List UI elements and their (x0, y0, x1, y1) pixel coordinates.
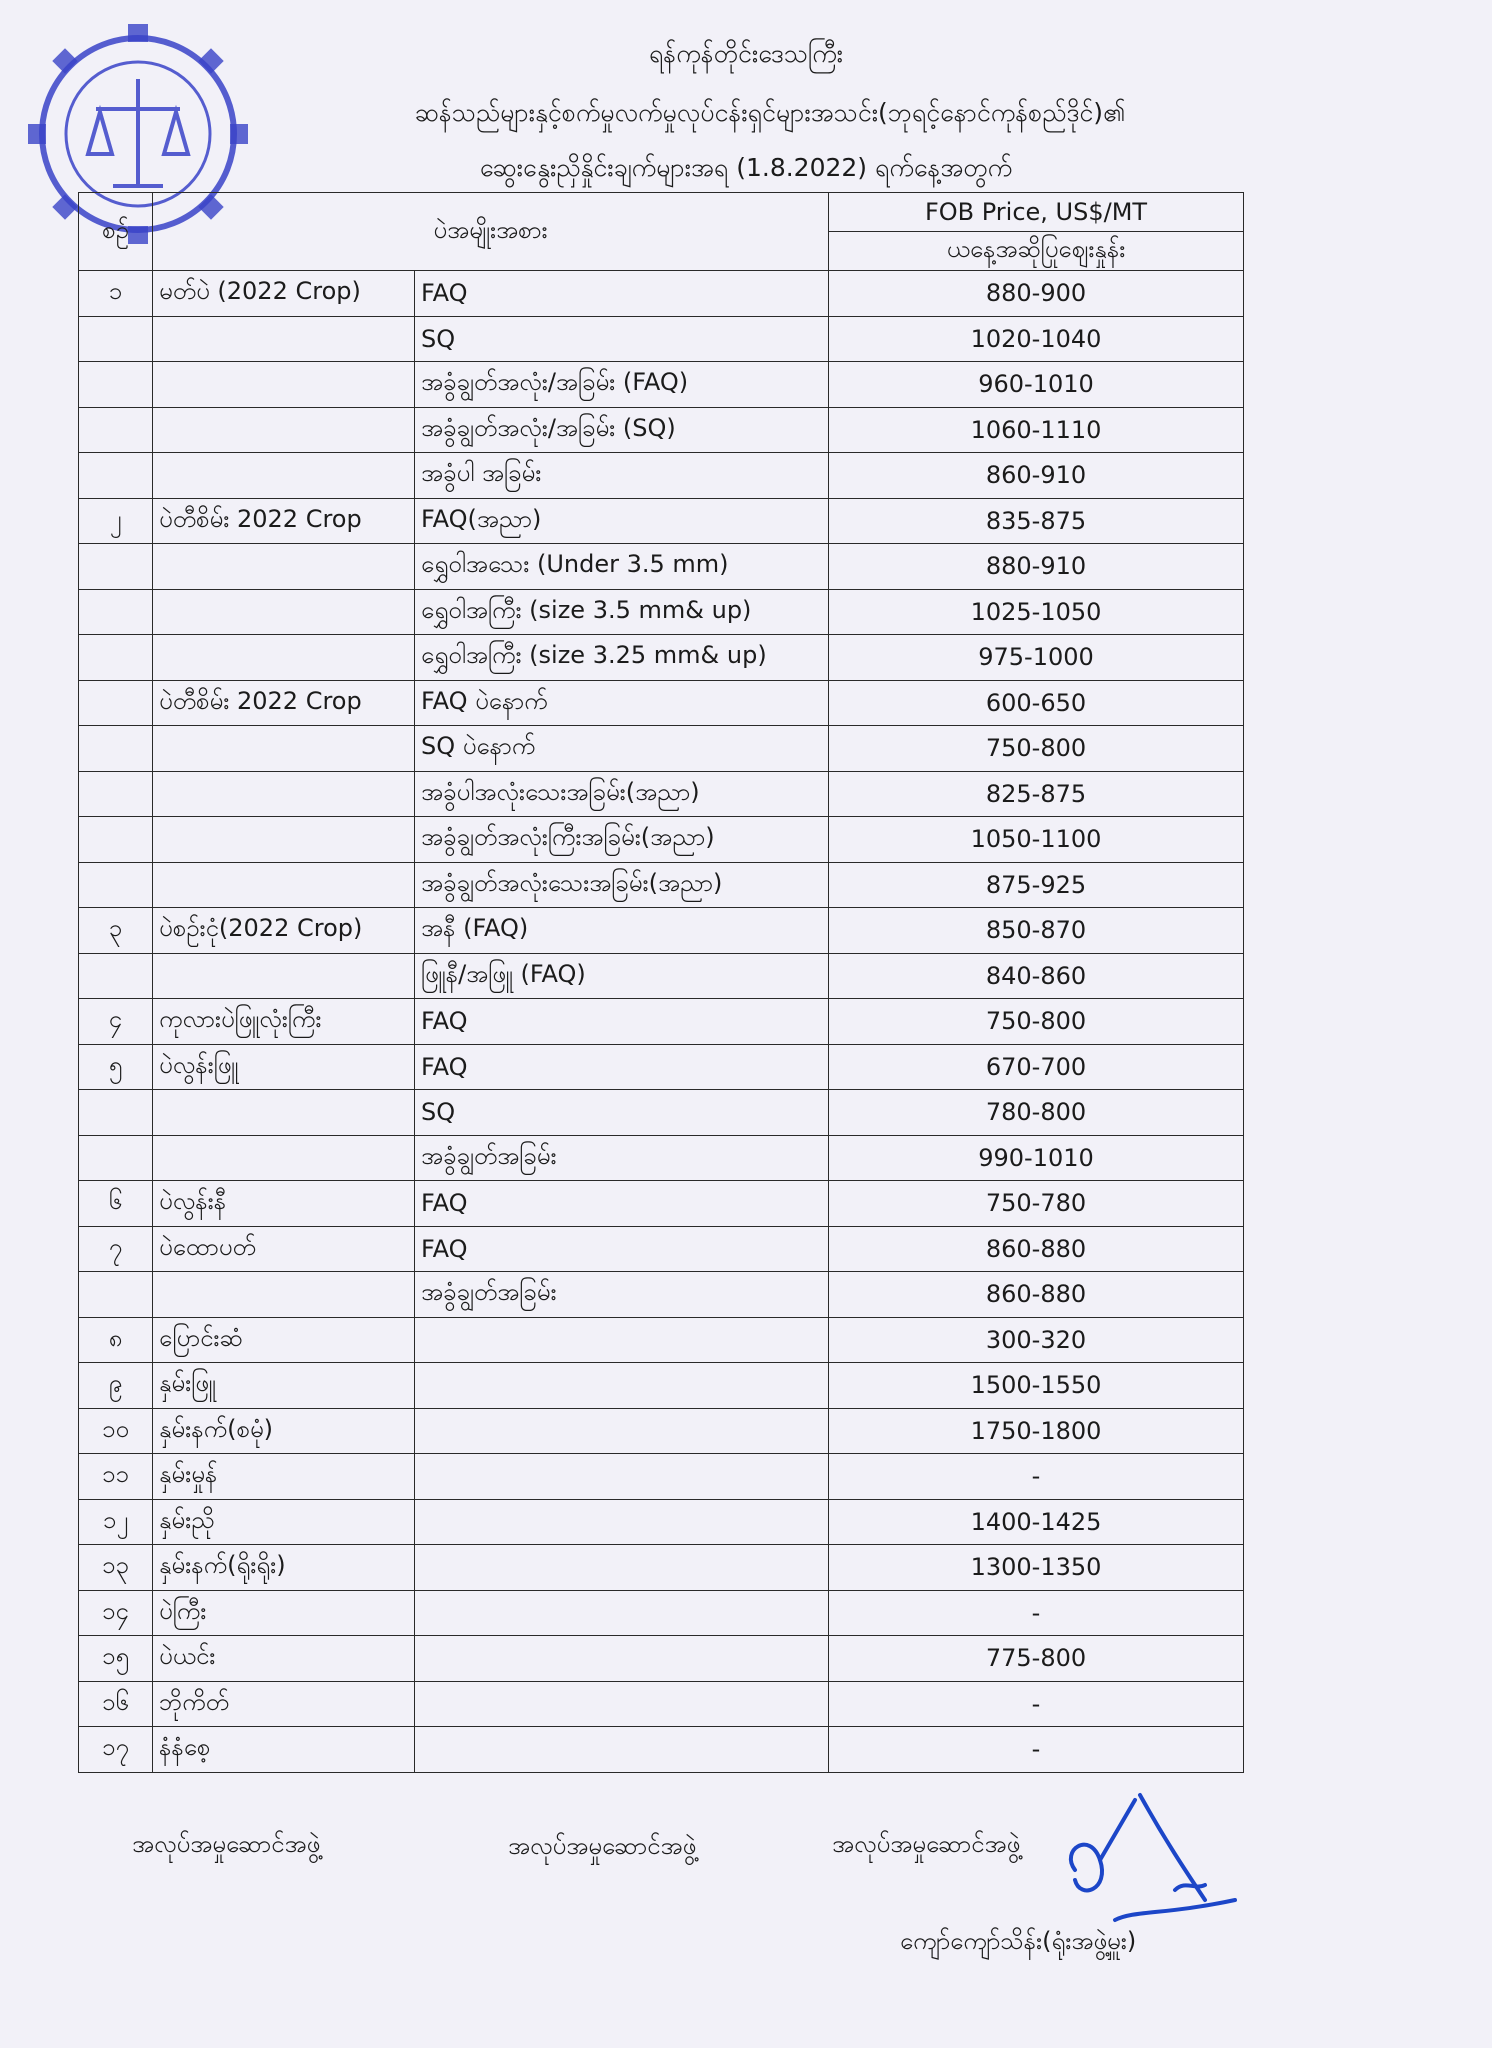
price-cell: 1750-1800 (829, 1408, 1244, 1454)
table-row (79, 316, 1244, 362)
row-number-cell: ၁၄ (79, 1590, 153, 1636)
item-name-cell (153, 453, 415, 499)
row-number-cell: ၈ (79, 1317, 153, 1363)
price-cell: 750-800 (829, 726, 1244, 772)
signature-icon (1055, 1790, 1245, 1940)
item-name-cell: နံနံစေ့ (153, 1727, 415, 1773)
row-number-cell (79, 362, 153, 408)
grade-cell: FAQ(အညာ) (415, 498, 829, 544)
table-row (79, 1636, 1244, 1682)
row-number-cell (79, 817, 153, 863)
grade-cell (415, 1545, 829, 1591)
table-row (79, 1408, 1244, 1454)
price-cell: 775-800 (829, 1636, 1244, 1682)
row-number-cell (79, 726, 153, 772)
price-cell: 960-1010 (829, 362, 1244, 408)
grade-cell (415, 1317, 829, 1363)
row-number-cell: ၅ (79, 1044, 153, 1090)
item-name-cell (153, 316, 415, 362)
table-row (79, 1317, 1244, 1363)
grade-cell: ရွှေဝါအကြီး (size 3.5 mm& up) (415, 589, 829, 635)
price-cell: - (829, 1454, 1244, 1500)
row-number-cell (79, 316, 153, 362)
price-cell: 1060-1110 (829, 407, 1244, 453)
grade-cell (415, 1681, 829, 1727)
table-row (79, 271, 1244, 317)
table-row (79, 726, 1244, 772)
grade-cell: SQ ပဲနောက် (415, 726, 829, 772)
price-cell: 875-925 (829, 862, 1244, 908)
price-cell: 1500-1550 (829, 1363, 1244, 1409)
table-row (79, 1226, 1244, 1272)
table-row (79, 1135, 1244, 1181)
item-name-cell (153, 1135, 415, 1181)
footer-label-3: အလုပ်အမှုဆောင်အဖွဲ့ (832, 1830, 1021, 1858)
date-line: ဆွေးနွေးညှိနှိုင်းချက်များအရ (1.8.2022) ရက်နေ့အတွက် (479, 153, 1013, 182)
column-header-no: စဉ် (79, 193, 153, 271)
price-cell: 860-880 (829, 1226, 1244, 1272)
row-number-cell: ၆ (79, 1181, 153, 1227)
table-row (79, 362, 1244, 408)
grade-cell: ရွှေဝါအသေး (Under 3.5 mm) (415, 544, 829, 590)
grade-cell (415, 1727, 829, 1773)
price-cell: 1050-1100 (829, 817, 1244, 863)
row-number-cell: ၁၂ (79, 1499, 153, 1545)
grade-cell: အခွံချွတ်အလုံး/အခြမ်း (FAQ) (415, 362, 829, 408)
price-cell: 850-870 (829, 908, 1244, 954)
table-row (79, 1363, 1244, 1409)
item-name-cell (153, 726, 415, 772)
item-name-cell (153, 362, 415, 408)
table-row (79, 1454, 1244, 1500)
table-row (79, 908, 1244, 954)
row-number-cell (79, 771, 153, 817)
grade-cell: အခွံချွတ်အလုံးသေးအခြမ်း(အညာ) (415, 862, 829, 908)
grade-cell: အခွံချွတ်အခြမ်း (415, 1272, 829, 1318)
table-row (79, 680, 1244, 726)
grade-cell: အခွံချွတ်အခြမ်း (415, 1135, 829, 1181)
grade-cell: FAQ (415, 1044, 829, 1090)
item-name-cell: နှမ်းနက်(ရိုးရိုး) (153, 1545, 415, 1591)
footer-label-2: အလုပ်အမှုဆောင်အဖွဲ့ (508, 1832, 697, 1860)
price-cell: 975-1000 (829, 635, 1244, 681)
row-number-cell: ၉ (79, 1363, 153, 1409)
price-cell: 840-860 (829, 953, 1244, 999)
footer-label-1: အလုပ်အမှုဆောင်အဖွဲ့ (132, 1830, 321, 1858)
grade-cell: ဖြူနီ/အဖြူ (FAQ) (415, 953, 829, 999)
item-name-cell (153, 544, 415, 590)
row-number-cell (79, 953, 153, 999)
table-header-row (79, 193, 1244, 232)
association-title: ဆန်သည်များနှင့်စက်မှုလက်မှုလုပ်ငန်းရှင်များအသင်း(ဘုရင့်နောင်ကုန်စည်ဒိုင်)၏ (414, 98, 1126, 127)
row-number-cell (79, 407, 153, 453)
price-cell: 835-875 (829, 498, 1244, 544)
price-cell: 670-700 (829, 1044, 1244, 1090)
item-name-cell: နှမ်းမှုန် (153, 1454, 415, 1500)
grade-cell: အခွံချွတ်အလုံးကြီးအခြမ်း(အညာ) (415, 817, 829, 863)
row-number-cell: ၇ (79, 1226, 153, 1272)
region-title: ရန်ကုန်တိုင်းဒေသကြီး (648, 39, 844, 68)
row-number-cell: ၁၅ (79, 1636, 153, 1682)
item-name-cell (153, 1090, 415, 1136)
price-cell: 1400-1425 (829, 1499, 1244, 1545)
row-number-cell: ၁ (79, 271, 153, 317)
grade-cell: SQ (415, 1090, 829, 1136)
item-name-cell: ပြောင်းဆံ (153, 1317, 415, 1363)
row-number-cell: ၁၃ (79, 1545, 153, 1591)
signer-name: ကျော်ကျော်သိန်း(ရုံးအဖွဲ့မှူး) (900, 1927, 1137, 1955)
price-cell: 1025-1050 (829, 589, 1244, 635)
row-number-cell: ၃ (79, 908, 153, 954)
table-row (79, 1727, 1244, 1773)
column-header-price-sub: ယနေ့အဆိုပြုဈေးနှုန်း (829, 232, 1244, 271)
price-cell: 780-800 (829, 1090, 1244, 1136)
price-cell: 880-900 (829, 271, 1244, 317)
row-number-cell (79, 1090, 153, 1136)
table-row (79, 544, 1244, 590)
grade-cell: ရွှေဝါအကြီး (size 3.25 mm& up) (415, 635, 829, 681)
grade-cell: FAQ (415, 1226, 829, 1272)
table-row (79, 999, 1244, 1045)
item-name-cell: နှမ်းဖြူ (153, 1363, 415, 1409)
table-row (79, 453, 1244, 499)
price-cell: 860-880 (829, 1272, 1244, 1318)
table-row (79, 1090, 1244, 1136)
price-cell: 750-780 (829, 1181, 1244, 1227)
item-name-cell: ပဲတီစိမ်း 2022 Crop (153, 498, 415, 544)
price-cell: - (829, 1681, 1244, 1727)
grade-cell: အခွံချွတ်အလုံး/အခြမ်း (SQ) (415, 407, 829, 453)
item-name-cell (153, 953, 415, 999)
row-number-cell (79, 680, 153, 726)
item-name-cell: ဘိုကိတ် (153, 1681, 415, 1727)
table-row (79, 498, 1244, 544)
grade-cell (415, 1636, 829, 1682)
item-name-cell (153, 862, 415, 908)
item-name-cell: ပဲယင်း (153, 1636, 415, 1682)
price-cell: 1300-1350 (829, 1545, 1244, 1591)
row-number-cell (79, 635, 153, 681)
price-cell: 825-875 (829, 771, 1244, 817)
item-name-cell: နှမ်းညို (153, 1499, 415, 1545)
item-name-cell (153, 771, 415, 817)
row-number-cell (79, 589, 153, 635)
table-row (79, 817, 1244, 863)
table-row (79, 1681, 1244, 1727)
item-name-cell (153, 817, 415, 863)
row-number-cell: ၄ (79, 999, 153, 1045)
item-name-cell: ပဲကြီး (153, 1590, 415, 1636)
row-number-cell (79, 453, 153, 499)
table-row (79, 862, 1244, 908)
item-name-cell (153, 1272, 415, 1318)
table-row (79, 1590, 1244, 1636)
price-table (78, 192, 1244, 1773)
price-cell: 860-910 (829, 453, 1244, 499)
column-header-price: FOB Price, US$/MT (829, 193, 1244, 232)
grade-cell: FAQ (415, 1181, 829, 1227)
table-row (79, 1499, 1244, 1545)
grade-cell: FAQ (415, 271, 829, 317)
table-row (79, 1545, 1244, 1591)
grade-cell (415, 1590, 829, 1636)
item-name-cell: မတ်ပဲ (2022 Crop) (153, 271, 415, 317)
row-number-cell: ၁၇ (79, 1727, 153, 1773)
grade-cell: FAQ (415, 999, 829, 1045)
column-header-item: ပဲအမျိုးအစား (153, 193, 829, 271)
price-cell: 750-800 (829, 999, 1244, 1045)
table-row (79, 1044, 1244, 1090)
grade-cell (415, 1499, 829, 1545)
table-row (79, 1181, 1244, 1227)
item-name-cell: ကုလားပဲဖြူလုံးကြီး (153, 999, 415, 1045)
item-name-cell (153, 407, 415, 453)
grade-cell: အခွံပါ အခြမ်း (415, 453, 829, 499)
price-cell: 1020-1040 (829, 316, 1244, 362)
item-name-cell: ပဲလွန်းနီ (153, 1181, 415, 1227)
item-name-cell: နှမ်းနက်(စမုံ) (153, 1408, 415, 1454)
grade-cell (415, 1454, 829, 1500)
row-number-cell (79, 1135, 153, 1181)
table-row (79, 635, 1244, 681)
row-number-cell (79, 1272, 153, 1318)
grade-cell: SQ (415, 316, 829, 362)
item-name-cell (153, 589, 415, 635)
row-number-cell (79, 862, 153, 908)
row-number-cell: ၂ (79, 498, 153, 544)
grade-cell: အနီ (FAQ) (415, 908, 829, 954)
price-cell: 300-320 (829, 1317, 1244, 1363)
price-cell: 600-650 (829, 680, 1244, 726)
table-row (79, 407, 1244, 453)
item-name-cell: ပဲထောပတ် (153, 1226, 415, 1272)
table-row (79, 771, 1244, 817)
row-number-cell: ၁၁ (79, 1454, 153, 1500)
item-name-cell: ပဲတီစိမ်း 2022 Crop (153, 680, 415, 726)
price-cell: - (829, 1590, 1244, 1636)
row-number-cell: ၁၀ (79, 1408, 153, 1454)
item-name-cell (153, 635, 415, 681)
grade-cell: အခွံပါအလုံးသေးအခြမ်း(အညာ) (415, 771, 829, 817)
grade-cell (415, 1363, 829, 1409)
price-cell: - (829, 1727, 1244, 1773)
price-cell: 880-910 (829, 544, 1244, 590)
price-cell: 990-1010 (829, 1135, 1244, 1181)
grade-cell: FAQ ပဲနောက် (415, 680, 829, 726)
row-number-cell (79, 544, 153, 590)
item-name-cell: ပဲလွန်းဖြူ (153, 1044, 415, 1090)
grade-cell (415, 1408, 829, 1454)
table-row (79, 1272, 1244, 1318)
row-number-cell: ၁၆ (79, 1681, 153, 1727)
item-name-cell: ပဲစဉ်းငုံ(2022 Crop) (153, 908, 415, 954)
table-row (79, 589, 1244, 635)
table-row (79, 953, 1244, 999)
